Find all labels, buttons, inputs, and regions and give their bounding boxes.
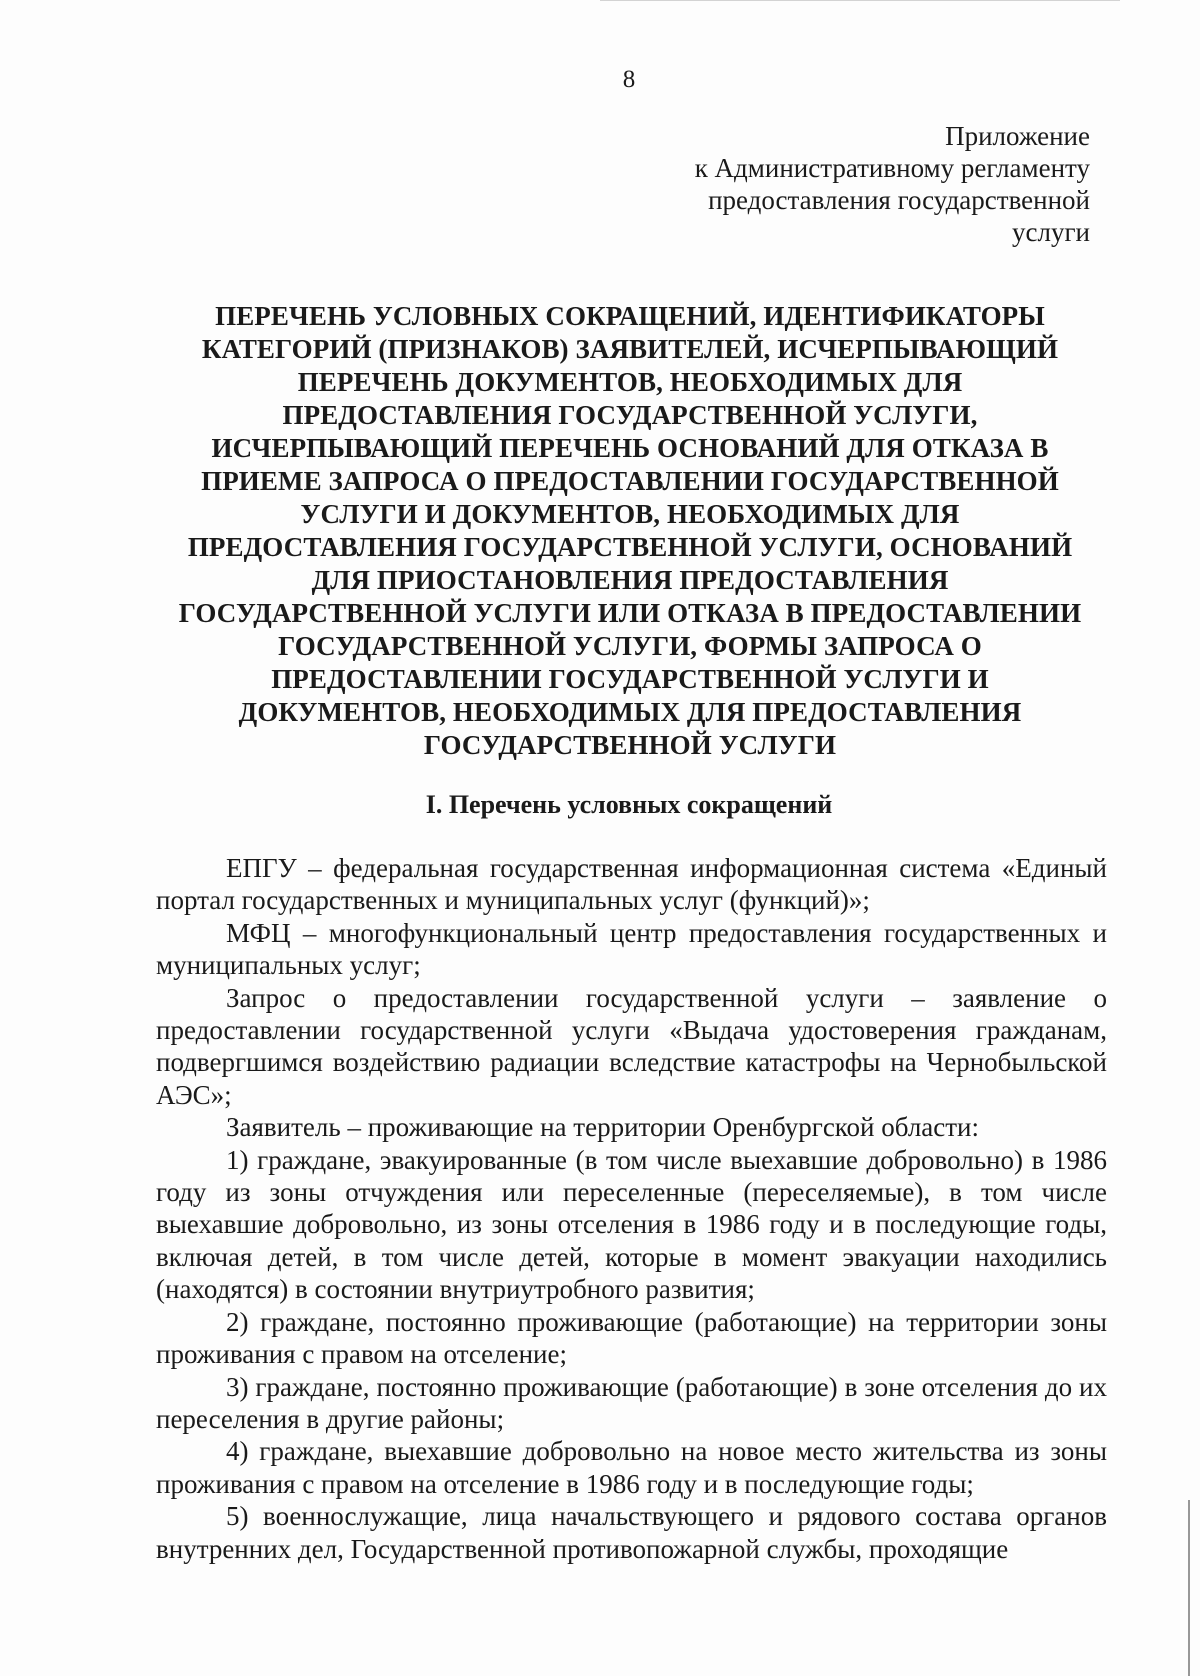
appendix-line: к Административному регламенту bbox=[694, 153, 1090, 183]
title-line: ПРИЕМЕ ЗАПРОСА О ПРЕДОСТАВЛЕНИИ ГОСУДАРСТВЕННОЙ bbox=[201, 466, 1059, 496]
paragraph: 3) граждане, постоянно проживающие (работающие) в зоне отселения до их переселения в другие районы; bbox=[156, 1371, 1107, 1434]
paragraph: ЕПГУ – федеральная государственная информационная система «Единый портал государственных и муниципальных услуг (функций)»; bbox=[156, 853, 1107, 916]
title-line: ПРЕДОСТАВЛЕНИЯ ГОСУДАРСТВЕННОЙ УСЛУГИ, bbox=[282, 400, 978, 430]
paragraph: 4) граждане, выехавшие добровольно на новое место жительства из зоны проживания с правом на отселение в 1986 году и в последующие годы; bbox=[156, 1436, 1107, 1499]
title-line: ПРЕДОСТАВЛЕНИЯ ГОСУДАРСТВЕННОЙ УСЛУГИ, ОСНОВАНИЙ bbox=[187, 532, 1073, 562]
title-line: ПЕРЕЧЕНЬ УСЛОВНЫХ СОКРАЩЕНИЙ, ИДЕНТИФИКАТОРЫ bbox=[215, 301, 1045, 331]
title-line: УСЛУГИ И ДОКУМЕНТОВ, НЕОБХОДИМЫХ ДЛЯ bbox=[300, 499, 960, 529]
appendix-line: услуги bbox=[1012, 217, 1090, 247]
title-line: ДОКУМЕНТОВ, НЕОБХОДИМЫХ ДЛЯ ПРЕДОСТАВЛЕНИЯ bbox=[238, 697, 1022, 727]
title-line: ПРЕДОСТАВЛЕНИИ ГОСУДАРСТВЕННОЙ УСЛУГИ И bbox=[271, 664, 989, 694]
appendix-header bbox=[695, 120, 1090, 248]
title-line: ГОСУДАРСТВЕННОЙ УСЛУГИ ИЛИ ОТКАЗА В ПРЕДОСТАВЛЕНИИ bbox=[178, 598, 1082, 628]
title-line: ГОСУДАРСТВЕННОЙ УСЛУГИ bbox=[423, 730, 837, 760]
appendix-line: Приложение bbox=[945, 121, 1090, 151]
document-title bbox=[140, 300, 1120, 762]
title-line: ПЕРЕЧЕНЬ ДОКУМЕНТОВ, НЕОБХОДИМЫХ ДЛЯ bbox=[297, 367, 963, 397]
title-line: ИСЧЕРПЫВАЮЩИЙ ПЕРЕЧЕНЬ ОСНОВАНИЙ ДЛЯ ОТКАЗА В bbox=[211, 433, 1049, 463]
title-line: ДЛЯ ПРИОСТАНОВЛЕНИЯ ПРЕДОСТАВЛЕНИЯ bbox=[311, 565, 949, 595]
paragraph: Запрос о предоставлении государственной услуги – заявление о предоставлении государственной услуги «Выдача удостоверения гражданам, подвергшимся воздействию радиации вследствие катастрофы на Чернобыльской АЭС»; bbox=[156, 982, 1107, 1110]
title-line: КАТЕГОРИЙ (ПРИЗНАКОВ) ЗАЯВИТЕЛЕЙ, ИСЧЕРПЫВАЮЩИЙ bbox=[201, 334, 1059, 364]
paragraph: 2) граждане, постоянно проживающие (работающие) на территории зоны проживания с правом на отселение; bbox=[156, 1306, 1107, 1370]
body-text bbox=[156, 852, 1107, 1565]
section-heading: I. Перечень условных сокращений bbox=[425, 790, 833, 819]
paragraph: 1) граждане, эвакуированные (в том числе выехавшие добровольно) в 1986 году из зоны отчуждения или переселенные (переселяемые), в том числе выехавшие добровольно, из зоны отселения в 1986 году и в последующие годы, включая детей, в том числе детей, которые в момент эвакуации находились (находятся) в состоянии внутриутробного развития; bbox=[156, 1144, 1107, 1305]
page-number: 8 bbox=[622, 66, 636, 93]
appendix-line: предоставления государственной bbox=[708, 185, 1090, 215]
paragraph: МФЦ – многофункциональный центр предоставления государственных и муниципальных услуг; bbox=[156, 917, 1107, 981]
scan-edge-line bbox=[600, 0, 1120, 1]
scan-edge-line bbox=[1188, 1500, 1190, 1676]
title-line: ГОСУДАРСТВЕННОЙ УСЛУГИ, ФОРМЫ ЗАПРОСА О bbox=[278, 631, 982, 661]
paragraph: 5) военнослужащие, лица начальствующего и рядового состава органов внутренних дел, Государственной противопожарной службы, проходящие bbox=[156, 1501, 1107, 1564]
paragraph: Заявитель – проживающие на территории Оренбургской области: bbox=[226, 1112, 980, 1143]
